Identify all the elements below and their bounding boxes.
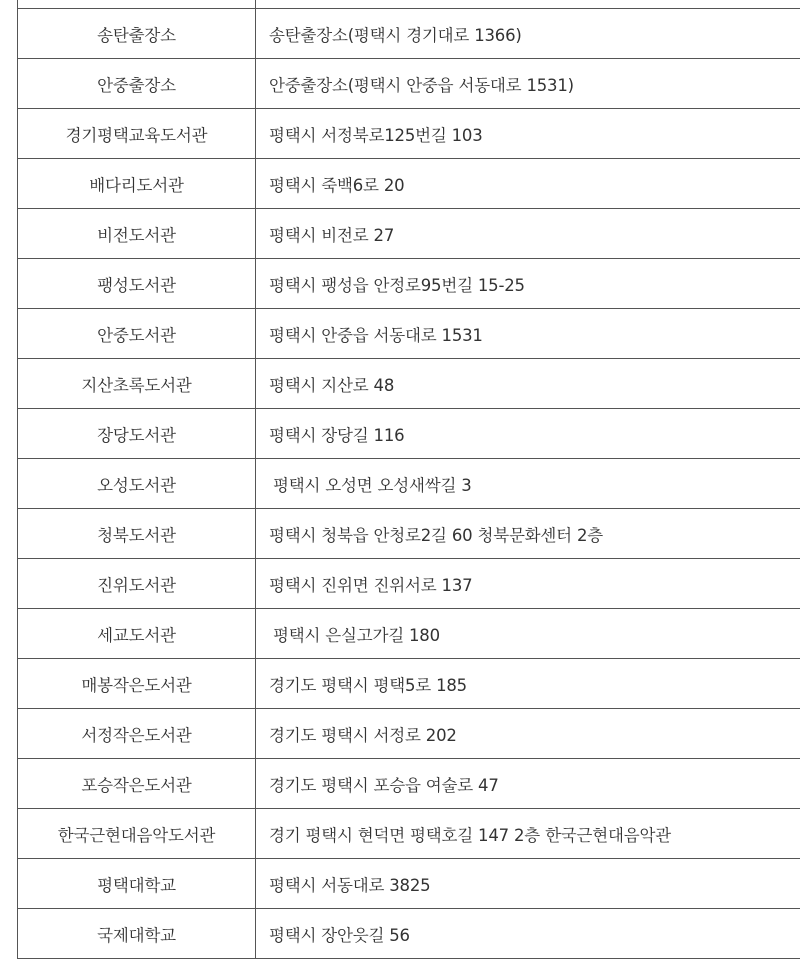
library-address: 평택시 장안읏길 56: [256, 909, 800, 959]
table-row: [18, 459, 800, 509]
library-name: 포승작은도서관: [18, 759, 256, 809]
library-address: 평택시 비전로 27: [256, 209, 800, 259]
library-address: 경기도 평택시 서정로 202: [256, 709, 800, 759]
library-name: 청북도서관: [18, 509, 256, 559]
table-row: [18, 809, 800, 859]
library-name: 한국근현대음악도서관: [18, 809, 256, 859]
library-name: 안중도서관: [18, 309, 256, 359]
table-row: [18, 109, 800, 159]
library-name: 국제대학교: [18, 909, 256, 959]
library-name: 장당도서관: [18, 409, 256, 459]
library-address: 평택시 은실고가길 180: [256, 609, 800, 659]
table-cell-empty: [256, 0, 800, 9]
library-name: 평택대학교: [18, 859, 256, 909]
table-body: [18, 0, 800, 959]
library-address: 송탄출장소(평택시 경기대로 1366): [256, 9, 800, 59]
table-cell-empty: [18, 0, 256, 9]
table-row: [18, 59, 800, 109]
library-address: 평택시 장당길 116: [256, 409, 800, 459]
table-row: [18, 759, 800, 809]
table-row: [18, 859, 800, 909]
table-row: [18, 409, 800, 459]
library-address: 평택시 지산로 48: [256, 359, 800, 409]
table-row: [18, 209, 800, 259]
library-address: 안중출장소(평택시 안중읍 서동대로 1531): [256, 59, 800, 109]
table-row-partial: [18, 0, 800, 9]
table-row: [18, 709, 800, 759]
table-row: [18, 659, 800, 709]
library-name: 송탄출장소: [18, 9, 256, 59]
table-row: [18, 609, 800, 659]
library-name: 세교도서관: [18, 609, 256, 659]
library-address-table: [17, 0, 800, 959]
table-row: [18, 509, 800, 559]
library-address: 평택시 죽백6로 20: [256, 159, 800, 209]
table-row: [18, 309, 800, 359]
library-name: 오성도서관: [18, 459, 256, 509]
library-name: 매봉작은도서관: [18, 659, 256, 709]
table-row: [18, 559, 800, 609]
library-address: 평택시 서정북로125번길 103: [256, 109, 800, 159]
table-row: [18, 159, 800, 209]
library-name: 팽성도서관: [18, 259, 256, 309]
library-address: 평택시 청북읍 안청로2길 60 청북문화센터 2층: [256, 509, 800, 559]
library-address: 평택시 진위면 진위서로 137: [256, 559, 800, 609]
library-table-container: [17, 0, 800, 959]
library-name: 진위도서관: [18, 559, 256, 609]
library-address: 경기 평택시 현덕면 평택호길 147 2층 한국근현대음악관: [256, 809, 800, 859]
library-address: 경기도 평택시 포승읍 여술로 47: [256, 759, 800, 809]
library-address: 평택시 안중읍 서동대로 1531: [256, 309, 800, 359]
library-name: 지산초록도서관: [18, 359, 256, 409]
library-address: 평택시 팽성읍 안정로95번길 15-25: [256, 259, 800, 309]
library-name: 서정작은도서관: [18, 709, 256, 759]
library-name: 경기평택교육도서관: [18, 109, 256, 159]
library-address: 경기도 평택시 평택5로 185: [256, 659, 800, 709]
table-row: [18, 259, 800, 309]
table-row: [18, 909, 800, 959]
library-name: 배다리도서관: [18, 159, 256, 209]
library-address: 평택시 오성면 오성새싹길 3: [256, 459, 800, 509]
library-name: 안중출장소: [18, 59, 256, 109]
library-name: 비전도서관: [18, 209, 256, 259]
table-row: [18, 9, 800, 59]
table-row: [18, 359, 800, 409]
library-address: 평택시 서동대로 3825: [256, 859, 800, 909]
